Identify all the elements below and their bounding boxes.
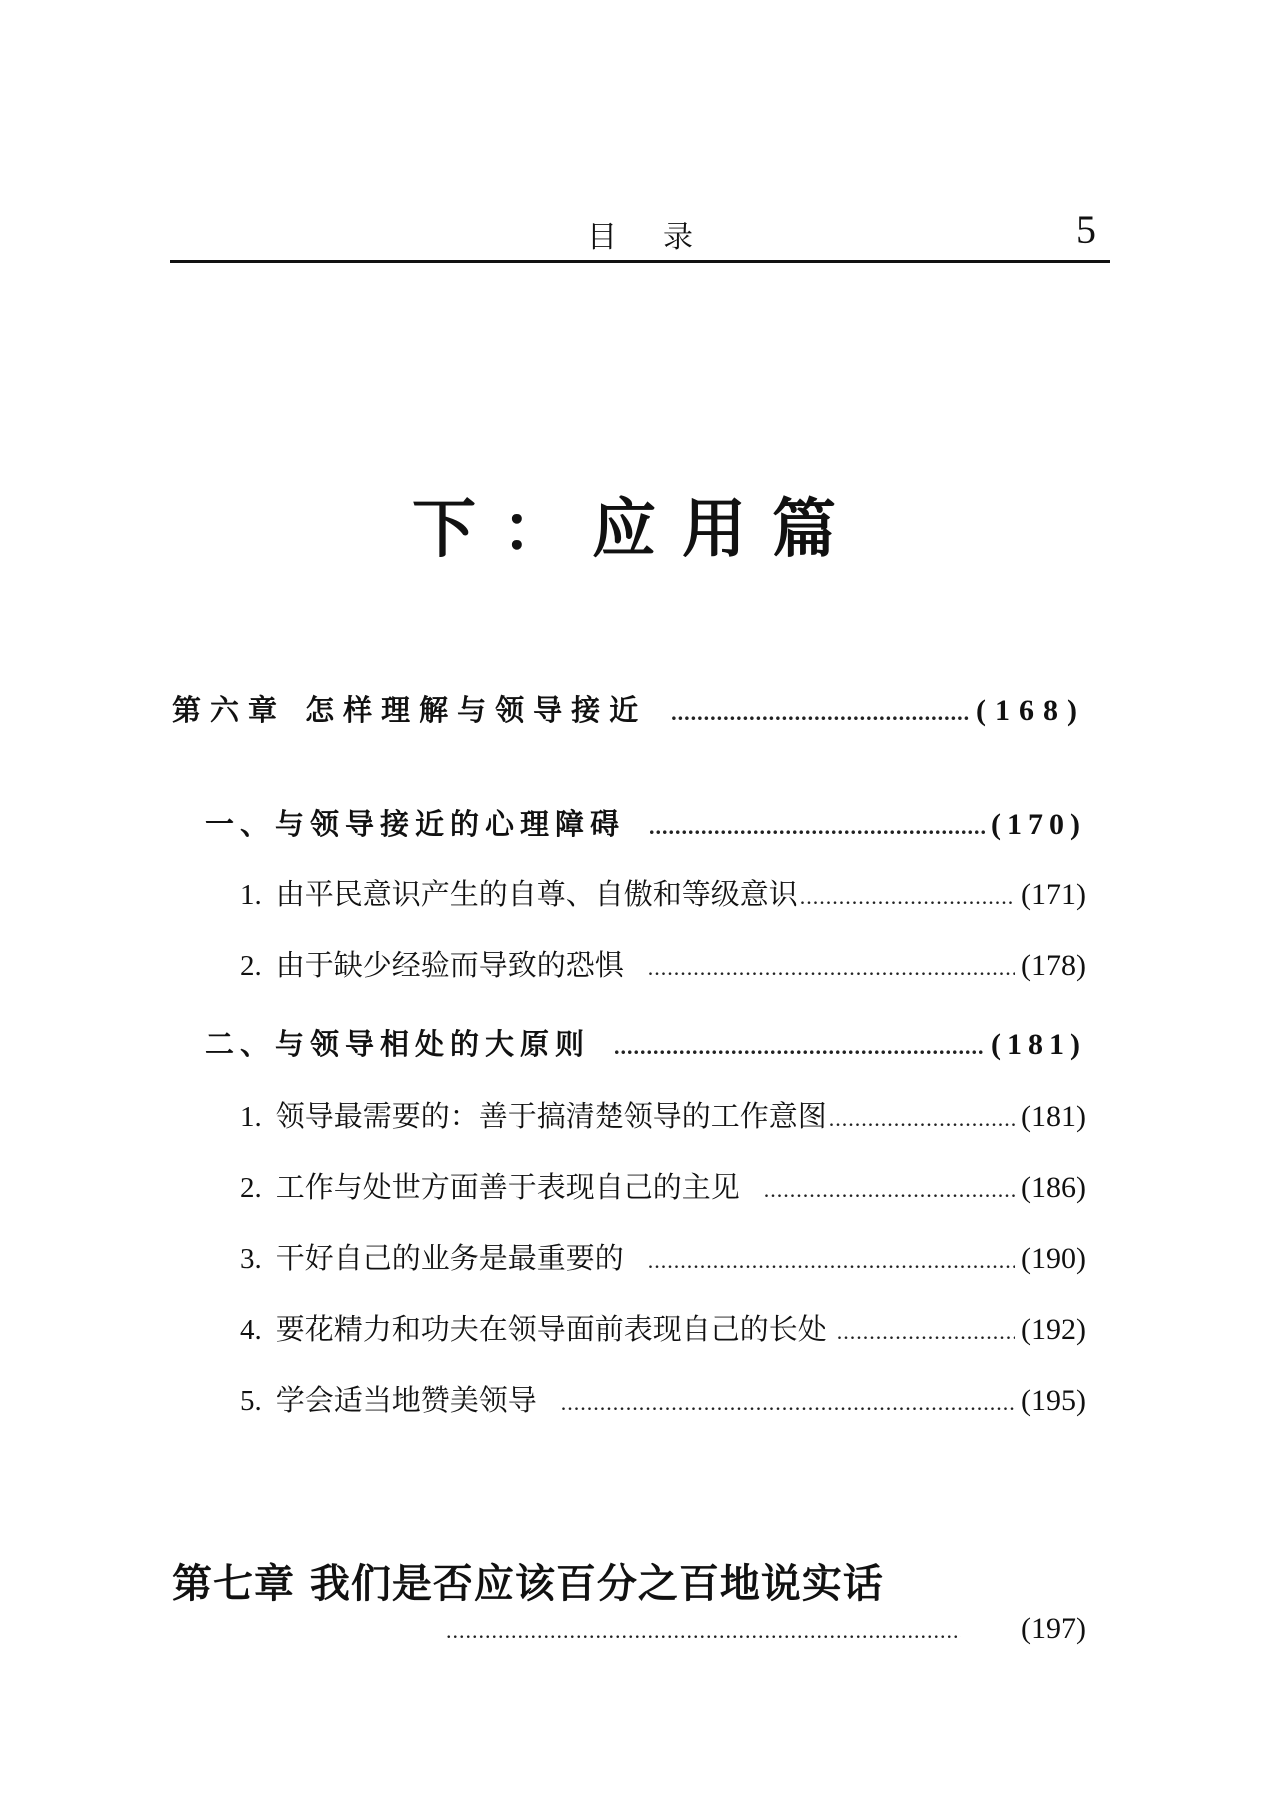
toc-leader-dots: [837, 1319, 1015, 1345]
toc-chapter-7-title[interactable]: 第七章 我们是否应该百分之百地说实话: [172, 1561, 884, 1607]
toc-item-number: 5.: [240, 1385, 262, 1417]
part-title: 下：应用篇: [412, 493, 862, 567]
toc-page-number: (195): [1021, 1384, 1086, 1417]
header-page-number: 5: [1076, 207, 1096, 252]
toc-item-number: 3.: [240, 1243, 262, 1275]
toc-item-title: 由于缺少经验而导致的恐惧: [275, 948, 624, 982]
toc-leader-dots: [800, 884, 1015, 910]
toc-leader-dots: [614, 1034, 985, 1060]
running-header: [170, 196, 1110, 263]
toc-item[interactable]: [240, 1165, 1086, 1206]
toc-page-number: (168): [976, 694, 1086, 727]
toc-page-number: (171): [1021, 878, 1086, 911]
toc-chapter-7-leader[interactable]: [446, 1612, 1086, 1646]
toc-item-number: 2.: [240, 1172, 262, 1204]
toc-item-title: 干好自己的业务是最重要的: [275, 1241, 624, 1275]
toc-item-title: 要花精力和功夫在领导面前表现自己的长处: [275, 1312, 827, 1346]
toc-page-number: (197): [1021, 1612, 1086, 1645]
toc-page-number: (181): [1021, 1100, 1086, 1133]
toc-leader-dots: [829, 1106, 1015, 1132]
toc-item-number: 1.: [240, 879, 262, 911]
toc-chapter-6[interactable]: [172, 688, 1086, 729]
toc-leader-dots: [561, 1390, 1015, 1416]
toc-item[interactable]: [240, 1236, 1086, 1277]
toc-page-number: (192): [1021, 1313, 1086, 1346]
toc-item[interactable]: [240, 1094, 1086, 1135]
toc-item[interactable]: [240, 943, 1086, 984]
toc-leader-dots: [671, 700, 970, 726]
toc-item-title: 由平民意识产生的自尊、自傲和等级意识: [275, 877, 798, 911]
toc-page-number: (178): [1021, 949, 1086, 982]
toc-item-title: 学会适当地赞美领导: [275, 1383, 537, 1417]
toc-item[interactable]: [240, 1378, 1086, 1419]
toc-leader-dots: [648, 1248, 1015, 1274]
toc-page-number: (170): [991, 808, 1086, 841]
toc-item-number: 1.: [240, 1101, 262, 1133]
toc-item[interactable]: [240, 1307, 1086, 1348]
toc-leader-dots: [764, 1177, 1015, 1203]
toc-section-1[interactable]: [205, 802, 1086, 843]
toc-section-title: 二、与领导相处的大原则: [205, 1027, 591, 1061]
toc-item[interactable]: [240, 872, 1086, 913]
toc-section-2[interactable]: [205, 1022, 1086, 1063]
toc-leader-dots: [649, 814, 985, 840]
toc-page-number: (190): [1021, 1242, 1086, 1275]
toc-section-title: 一、与领导接近的心理障碍: [205, 807, 626, 841]
toc-item-number: 2.: [240, 950, 262, 982]
toc-page-number: (181): [991, 1028, 1086, 1061]
toc-item-number: 4.: [240, 1314, 262, 1346]
header-title: 目录: [587, 220, 739, 255]
toc-item-title: 领导最需要的：善于搞清楚领导的工作意图: [275, 1099, 827, 1133]
toc-chapter-title: 第六章 怎样理解与领导接近: [172, 693, 648, 727]
toc-leader-dots: [648, 955, 1015, 981]
toc-page-number: (186): [1021, 1171, 1086, 1204]
toc-item-title: 工作与处世方面善于表现自己的主见: [275, 1170, 740, 1204]
toc-leader-dots: [446, 1618, 961, 1644]
